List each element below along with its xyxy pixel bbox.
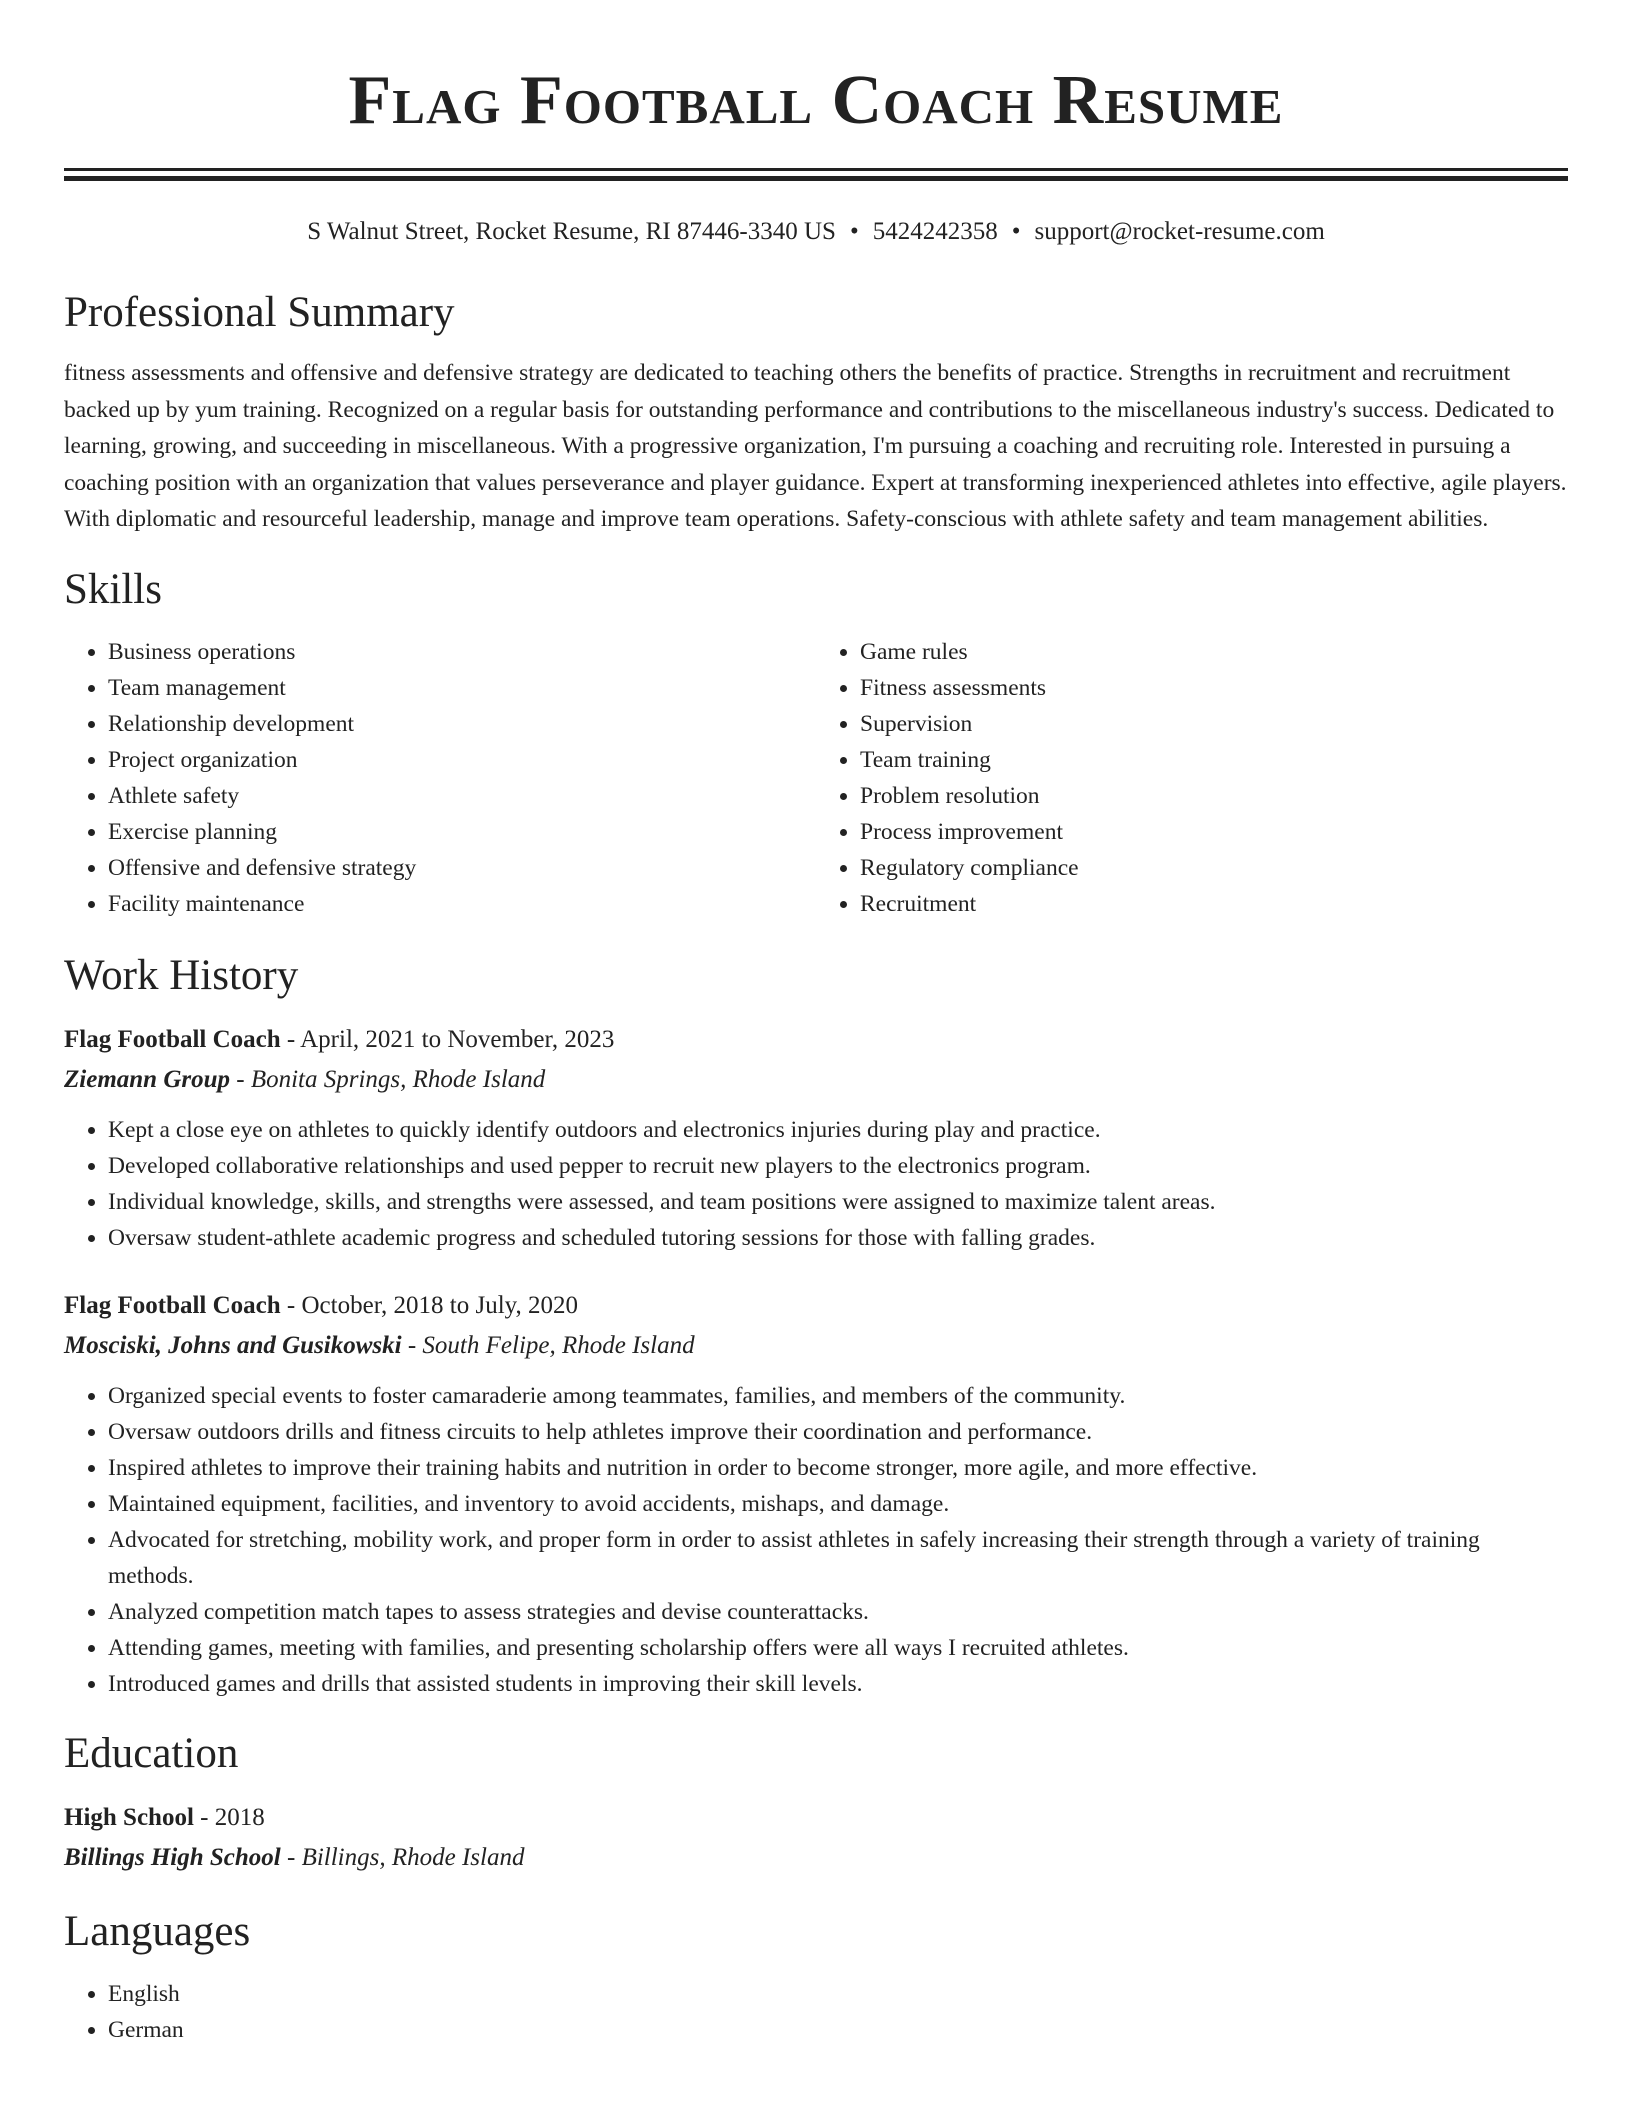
skill-item: • Recruitment xyxy=(860,886,1568,922)
languages-heading: Languages xyxy=(64,1907,251,1955)
job-entry xyxy=(64,1286,1568,1702)
skill-item: • Project organization xyxy=(108,742,816,778)
job-company-line xyxy=(64,1326,1568,1366)
contact-phone: 5424242358 xyxy=(872,218,998,245)
skill-item: • Game rules xyxy=(860,634,1568,670)
skill-item: • Facility maintenance xyxy=(108,886,816,922)
contact-separator: • xyxy=(849,218,859,245)
education-school-line xyxy=(64,1838,1568,1878)
job-bullet: • Oversaw outdoors drills and fitness circuits to help athletes improve their coordination and performance. xyxy=(108,1414,1568,1450)
skills-list-left xyxy=(64,634,816,922)
contact-separator: • xyxy=(1011,218,1021,245)
skill-item: • Athlete safety xyxy=(108,778,816,814)
education-school: Billings High School xyxy=(64,1843,281,1871)
title-rule-thin xyxy=(64,168,1568,171)
skills-heading: Skills xyxy=(64,565,162,613)
contact-email: support@rocket-resume.com xyxy=(1034,218,1325,245)
job-bullet: • Developed collaborative relationships and used pepper to recruit new players to the electronics program. xyxy=(108,1148,1568,1184)
job-company: Mosciski, Johns and Gusikowski xyxy=(64,1331,402,1359)
skill-item: • Team management xyxy=(108,670,816,706)
work-history-heading: Work History xyxy=(64,951,299,999)
job-bullet: • Inspired athletes to improve their training habits and nutrition in order to become stronger, more agile, and more effective. xyxy=(108,1450,1568,1486)
contact-line xyxy=(64,215,1568,249)
summary-text: fitness assessments and offensive and defensive strategy are dedicated to teaching others the benefits of practice. Strengths in recruitment and recruitment backed up by yum training. Recognized on a regular basis for outstanding performance and contributions to the miscellaneous industry's success. Dedicated to learning, growing, and succeeding in miscellaneous. With a progressive organization, I'm pursuing a coaching and recruiting role. Interested in pursuing a coaching position with an organization that values perseverance and player guidance. Expert at transforming inexperienced athletes into effective, agile players. With diplomatic and resourceful leadership, manage and improve team operations. Safety-conscious with athlete safety and team management abilities. xyxy=(64,360,1567,532)
skill-item: • Process improvement xyxy=(860,814,1568,850)
job-title: Flag Football Coach xyxy=(64,1025,281,1053)
title-rule-thick xyxy=(64,176,1568,181)
job-title-line xyxy=(64,1286,1568,1326)
job-bullet: • Introduced games and drills that assisted students in improving their skill levels. xyxy=(108,1666,1568,1702)
job-location: - Bonita Springs, Rhode Island xyxy=(230,1065,546,1093)
job-title: Flag Football Coach xyxy=(64,1291,281,1319)
job-company: Ziemann Group xyxy=(64,1065,231,1093)
skill-item: • Exercise planning xyxy=(108,814,816,850)
contact-address: S Walnut Street, Rocket Resume, RI 87446-3340 US xyxy=(307,218,836,245)
job-location: - South Felipe, Rhode Island xyxy=(401,1331,695,1359)
education-location: - Billings, Rhode Island xyxy=(280,1843,525,1871)
job-bullet: • Individual knowledge, skills, and strengths were assessed, and team positions were assigned to maximize talent areas. xyxy=(108,1184,1568,1220)
job-bullets xyxy=(64,1378,1568,1702)
job-bullet: • Attending games, meeting with families, and presenting scholarship offers were all ways I recruited athletes. xyxy=(108,1630,1568,1666)
job-bullet: • Kept a close eye on athletes to quickly identify outdoors and electronics injuries during play and practice. xyxy=(108,1112,1568,1148)
education-degree: High School xyxy=(64,1803,194,1831)
skill-item: • Relationship development xyxy=(108,706,816,742)
skill-item: • Regulatory compliance xyxy=(860,850,1568,886)
skill-item: • Fitness assessments xyxy=(860,670,1568,706)
resume-title: Flag Football Coach Resume xyxy=(348,62,1284,139)
job-company-line xyxy=(64,1060,1568,1100)
language-item: • English xyxy=(108,1976,1568,2012)
job-entry xyxy=(64,1020,1568,1256)
education-heading: Education xyxy=(64,1729,239,1777)
job-bullet: • Analyzed competition match tapes to assess strategies and devise counterattacks. xyxy=(108,1594,1568,1630)
job-bullet: • Organized special events to foster camaraderie among teammates, families, and members of the community. xyxy=(108,1378,1568,1414)
skill-item: • Supervision xyxy=(860,706,1568,742)
skill-item: • Team training xyxy=(860,742,1568,778)
language-item: • German xyxy=(108,2012,1568,2048)
job-bullet: • Oversaw student-athlete academic progress and scheduled tutoring sessions for those with falling grades. xyxy=(108,1220,1568,1256)
skill-item: • Business operations xyxy=(108,634,816,670)
job-bullet: • Advocated for stretching, mobility work, and proper form in order to assist athletes in safely increasing their strength through a variety of training methods. xyxy=(108,1522,1568,1594)
skills-list-right xyxy=(816,634,1568,922)
job-bullets xyxy=(64,1112,1568,1256)
summary-heading: Professional Summary xyxy=(64,289,455,336)
job-bullet: • Maintained equipment, facilities, and inventory to avoid accidents, mishaps, and damage. xyxy=(108,1486,1568,1522)
education-degree-line xyxy=(64,1798,1568,1838)
job-title-line xyxy=(64,1020,1568,1060)
skill-item: • Problem resolution xyxy=(860,778,1568,814)
skill-item: • Offensive and defensive strategy xyxy=(108,850,816,886)
education-year: - 2018 xyxy=(193,1803,265,1831)
languages-list xyxy=(64,1976,1568,2048)
job-dates: - April, 2021 to November, 2023 xyxy=(280,1025,615,1053)
job-dates: - October, 2018 to July, 2020 xyxy=(280,1291,579,1319)
skills-columns xyxy=(64,634,1568,922)
